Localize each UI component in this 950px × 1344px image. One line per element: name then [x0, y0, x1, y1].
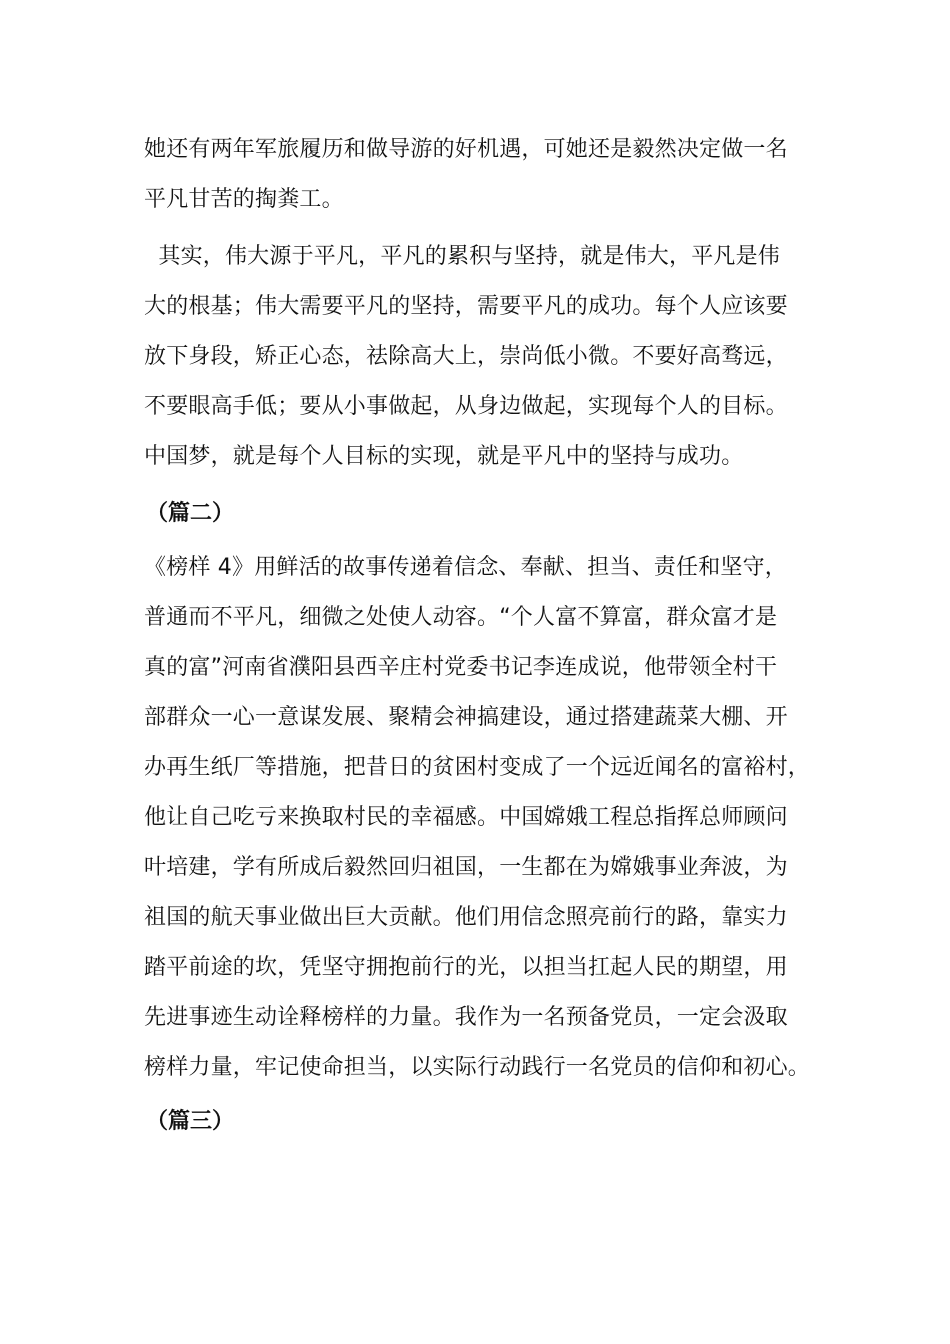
paragraph-line: 真的富”河南省濮阳县西辛庄村党委书记李连成说，他带领全村干: [144, 655, 778, 680]
paragraph-line: 部群众一心一意谋发展、聚精会神搞建设，通过搭建蔬菜大棚、开: [144, 705, 788, 730]
paragraph-line: 叶培建，学有所成后毅然回归祖国，一生都在为嫦娥事业奔波，为: [144, 855, 788, 880]
paragraph-line: 他让自己吃亏来换取村民的幸福感。中国嫦娥工程总指挥总师顾问: [144, 805, 788, 830]
paragraph-line: 不要眼高手低；要从小事做起，从身边做起，实现每个人的目标。: [144, 394, 788, 419]
paragraph-line: 中国梦，就是每个人目标的实现，就是平凡中的坚持与成功。: [144, 444, 744, 469]
paragraph-line: 《榜样 4》用鲜活的故事传递着信念、奉献、担当、责任和坚守，: [144, 555, 787, 580]
paragraph-line: 办再生纸厂等措施，把昔日的贫困村变成了一个远近闻名的富裕村，: [144, 755, 811, 780]
paragraph-line: 她还有两年军旅履历和做导游的好机遇，可她还是毅然决定做一名: [144, 137, 788, 162]
paragraph-line: 普通而不平凡，细微之处使人动容。“个人富不算富，群众富才是: [144, 605, 778, 630]
paragraph-line: 榜样力量，牢记使命担当，以实际行动践行一名党员的信仰和初心。: [144, 1055, 811, 1080]
paragraph-line: 先进事迹生动诠释榜样的力量。我作为一名预备党员，一定会汲取: [144, 1005, 788, 1030]
section-heading: （篇三）: [146, 1109, 235, 1134]
paragraph-line: 其实，伟大源于平凡，平凡的累积与坚持，就是伟大，平凡是伟: [144, 244, 780, 269]
paragraph-line: 大的根基；伟大需要平凡的坚持，需要平凡的成功。每个人应该要: [144, 294, 788, 319]
section-heading: （篇二）: [146, 501, 235, 526]
paragraph-line: 祖国的航天事业做出巨大贡献。他们用信念照亮前行的路，靠实力: [144, 905, 788, 930]
paragraph-line: 放下身段，矫正心态，祛除高大上，崇尚低小微。不要好高骛远，: [144, 344, 788, 369]
paragraph-line: 平凡甘苦的掏粪工。: [144, 187, 344, 212]
paragraph-line: 踏平前途的坎，凭坚守拥抱前行的光，以担当扛起人民的期望，用: [144, 955, 788, 980]
